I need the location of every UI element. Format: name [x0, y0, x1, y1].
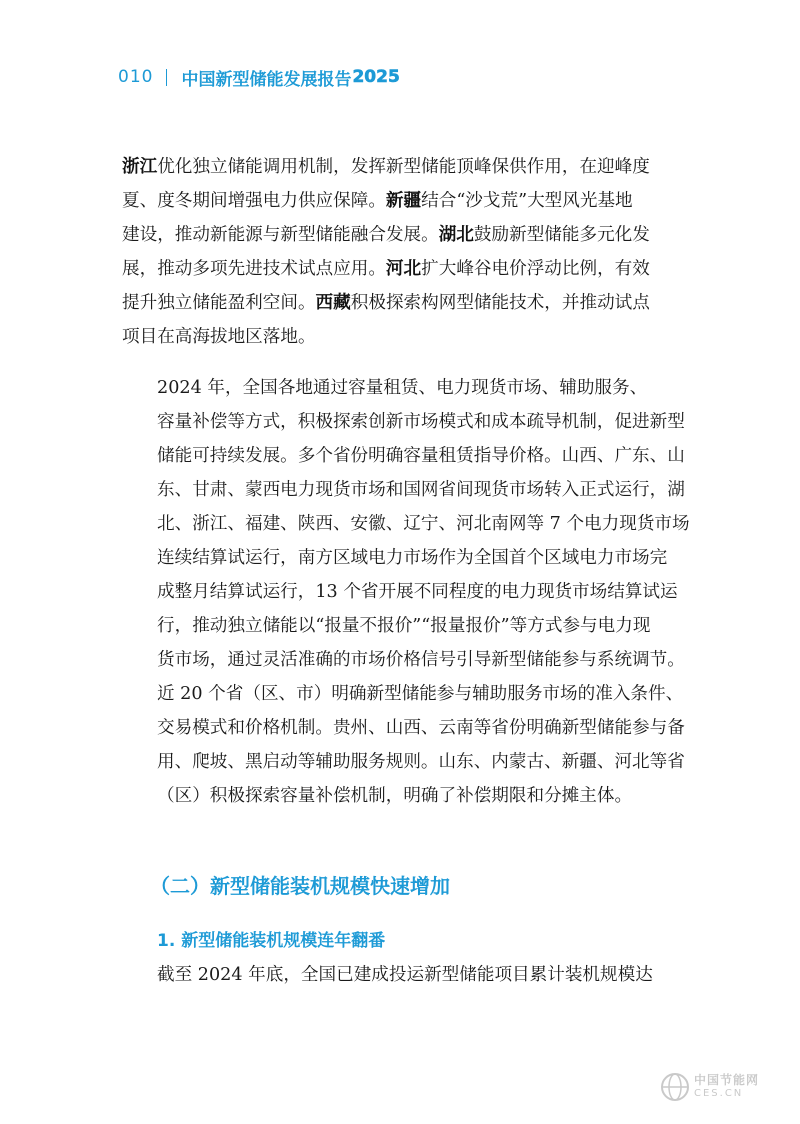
watermark-domain: CES.CN: [694, 1088, 744, 1099]
running-header: [118, 64, 400, 90]
text-line: 东、甘肃、蒙西电力现货市场和国网省间现货市场转入正式运行，湖: [157, 480, 685, 500]
paragraph-provinces: [122, 150, 682, 354]
header-divider: [166, 69, 167, 86]
text-line: [122, 252, 682, 286]
text-line: [122, 150, 682, 184]
report-title: 中国新型储能发展报告: [181, 69, 352, 90]
text-line: 近 20 个省（区、市）明确新型储能参与辅助服务市场的准入条件、: [157, 684, 684, 704]
watermark: [660, 1068, 778, 1106]
text-span: 优化独立储能调用机制，发挥新型储能顶峰保供作用，在迎峰度: [157, 157, 650, 177]
globe-logo-icon: [660, 1072, 690, 1102]
text-line: （区）积极探索容量补偿机制，明确了补偿期限和分摊主体。: [157, 786, 633, 806]
text-span: 建设，推动新能源与新型储能融合发展。: [122, 225, 439, 245]
watermark-name: 中国节能网: [694, 1073, 760, 1087]
text-span: 项目在高海拔地区落地。: [122, 327, 316, 347]
text-line: 2024 年，全国各地通过容量租赁、电力现货市场、辅助服务、: [157, 378, 648, 398]
province-name: 浙江: [122, 157, 158, 177]
text-line: 交易模式和价格机制。贵州、山西、云南等省份明确新型储能参与备: [157, 718, 685, 738]
text-span: 展，推动多项先进技术试点应用。: [122, 259, 386, 279]
text-span: 夏、度冬期间增强电力供应保障。: [122, 191, 386, 211]
text-span: 提升独立储能盈利空间。: [122, 293, 316, 313]
report-year: 2025: [352, 67, 400, 87]
province-name: 西藏: [315, 293, 351, 313]
text-span: 结合“沙戈荒”大型风光基地: [421, 191, 633, 211]
text-line: 行，推动独立储能以“报量不报价”“报量报价”等方式参与电力现: [157, 616, 651, 636]
section-heading: （二）新型储能装机规模快速增加: [150, 874, 450, 898]
text-line: [122, 218, 682, 252]
text-span: 积极探索构网型储能技术，并推动试点: [350, 293, 650, 313]
text-line: [122, 320, 682, 354]
text-line: 成整月结算试运行，13 个省开展不同程度的电力现货市场结算试运: [157, 582, 678, 602]
text-line: [122, 184, 682, 218]
text-line: [122, 286, 682, 320]
paragraph-installed-capacity: 截至 2024 年底，全国已建成投运新型储能项目累计装机规模达: [157, 965, 653, 985]
page-number: 010: [118, 67, 154, 87]
province-name: 河北: [385, 259, 422, 279]
province-name: 湖北: [438, 225, 474, 245]
text-line: 用、爬坡、黑启动等辅助服务规则。山东、内蒙古、新疆、河北等省: [157, 752, 685, 772]
text-line: 储能可持续发展。多个省份明确容量租赁指导价格。山西、广东、山: [157, 446, 685, 466]
text-line: 北、浙江、福建、陕西、安徽、辽宁、河北南网等 7 个电力现货市场: [157, 514, 690, 534]
province-name: 新疆: [385, 191, 422, 211]
text-span: 扩大峰谷电价浮动比例，有效: [421, 259, 650, 279]
text-line: 货市场，通过灵活准确的市场价格信号引导新型储能参与系统调节。: [157, 650, 685, 670]
text-line: 容量补偿等方式，积极探索创新市场模式和成本疏导机制，促进新型: [157, 412, 685, 432]
text-span: 鼓励新型储能多元化发: [473, 225, 650, 245]
sub-heading: 1. 新型储能装机规模连年翻番: [157, 931, 386, 951]
text-line: 连续结算试运行，南方区域电力市场作为全国首个区域电力市场完: [157, 548, 668, 568]
paragraph-market-mechanisms: [122, 371, 690, 813]
